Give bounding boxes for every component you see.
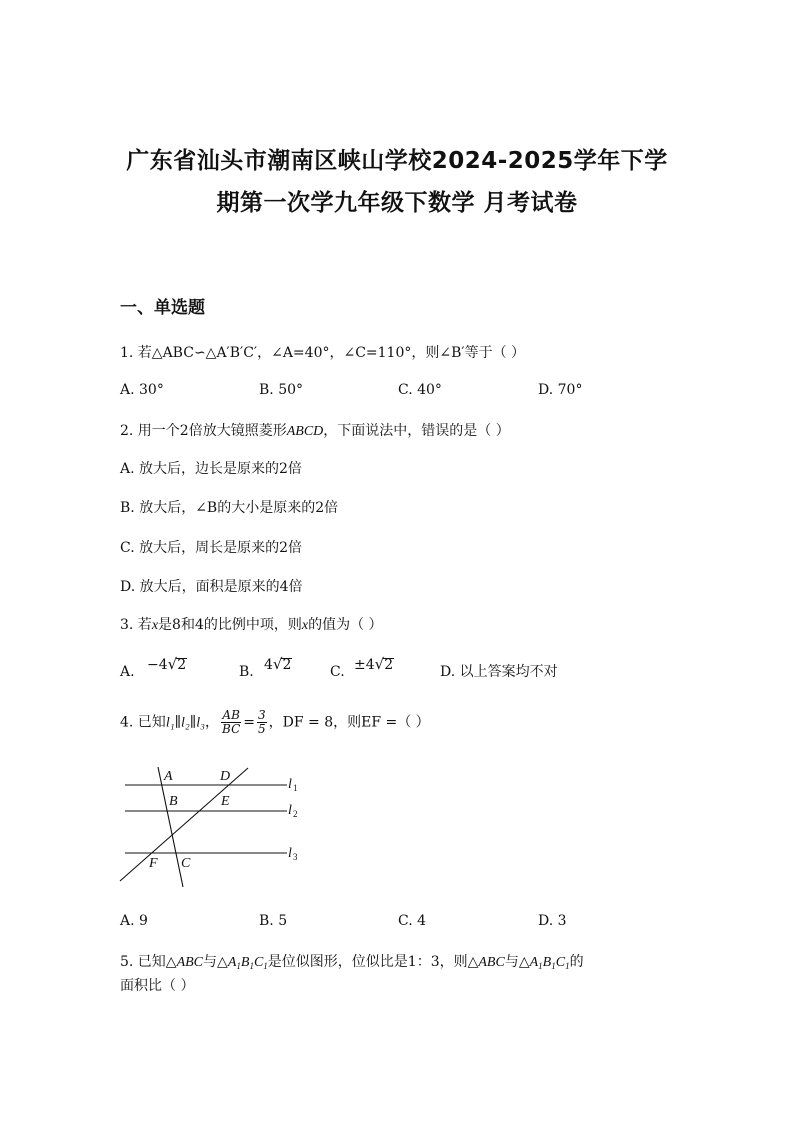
q3-option-b-radicand: 2 xyxy=(282,657,292,673)
parallel-lines-figure xyxy=(115,765,315,890)
section-heading: 一、单选题 xyxy=(120,298,205,318)
q3-option-d: D. 以上答案均不对 xyxy=(440,664,558,680)
q2-option-a: A. 放大后，边长是原来的2倍 xyxy=(120,461,302,477)
q4-stem-text-end: ，DF = 8，则EF =（ ） xyxy=(268,714,430,731)
point-c-label: C xyxy=(181,856,191,871)
q4-fraction-ab-bc xyxy=(221,709,241,736)
question-5-stem-line2: 面积比（ ） xyxy=(120,978,195,994)
q3-option-c-label: C. xyxy=(330,664,345,680)
q4-option-b: B. 5 xyxy=(259,913,288,929)
q3-option-b-label: B. xyxy=(239,664,254,680)
question-3-stem xyxy=(120,614,383,634)
q3-option-b-coef: 4 xyxy=(264,657,273,673)
q5-triangle-abc-2: ABC xyxy=(478,955,505,970)
q2-variable: ABCD xyxy=(286,424,324,439)
q3-option-a-radicand: 2 xyxy=(177,657,187,673)
question-2-stem xyxy=(120,420,510,440)
q4-fraction-rhs xyxy=(257,709,267,736)
document-title-line2: 期第一次学九年级下数学 月考试卷 xyxy=(216,190,578,216)
q4-stem-text: 4. 已知 xyxy=(120,714,166,731)
q3-stem-text-end: 的值为（ ） xyxy=(308,617,383,633)
q4-option-a: A. 9 xyxy=(120,913,148,929)
line-l1-subscript: 1 xyxy=(293,783,298,793)
q2-stem-text: 2. 用一个2倍放大镜照菱形 xyxy=(120,423,287,439)
q1-option-c: C. 40° xyxy=(398,382,442,398)
q3-variable: x xyxy=(151,618,159,633)
q3-option-c-coef: ±4 xyxy=(354,657,375,673)
q1-option-d: D. 70° xyxy=(538,382,583,398)
q3-option-c-expr xyxy=(354,655,394,673)
radical-icon: √ xyxy=(374,655,385,673)
q4-parallel-lines: l₁∥l₂∥l₃ xyxy=(165,715,206,731)
q3-option-a-coef: −4 xyxy=(147,657,168,673)
document-title-line1: 广东省汕头市潮南区峡山学校2024-2025学年下学 xyxy=(126,148,668,174)
q5-triangle-a1b1c1-2: $A_1B_1C_1$ xyxy=(529,955,570,971)
line-l3-label: l xyxy=(288,846,292,861)
point-a-label: A xyxy=(164,769,173,784)
point-d-label: D xyxy=(220,769,231,784)
line-l3-subscript: 3 xyxy=(293,852,298,862)
q3-option-a-label: A. xyxy=(120,664,135,680)
frac-numerator: AB xyxy=(222,708,240,722)
q3-stem-text-mid: 是8和4的比例中项，则 xyxy=(158,617,302,633)
point-e-label: E xyxy=(221,794,230,809)
q4-equals: = xyxy=(243,714,255,731)
radical-icon: √ xyxy=(272,655,283,673)
q3-option-a-expr xyxy=(147,655,187,673)
line-l2-label: l xyxy=(288,803,292,818)
q3-option-c-radicand: 2 xyxy=(384,657,394,673)
frac-denominator: 5 xyxy=(258,722,266,736)
q5-triangle-a1b1c1: $A_1B_1C_1$ xyxy=(227,955,268,971)
q4-option-d: D. 3 xyxy=(538,913,567,929)
q2-option-c: C. 放大后，周长是原来的2倍 xyxy=(120,540,303,556)
question-5-stem-line1 xyxy=(120,951,584,971)
q2-option-d: D. 放大后，面积是原来的4倍 xyxy=(120,579,303,595)
line-l2-subscript: 2 xyxy=(293,809,298,819)
q2-stem-text-end: ，下面说法中，错误的是（ ） xyxy=(323,423,510,439)
q5-triangle-abc: ABC xyxy=(176,955,204,970)
line-l1-label: l xyxy=(288,777,292,792)
frac-numerator: 3 xyxy=(258,708,266,722)
question-4-stem: 4. 已知l₁∥l₂∥l₃， $\frac{AB}{BC}$ = $\frac{3}{5}$ ，DF = 8，则EF =（ ） xyxy=(120,708,430,736)
question-1-stem: 1. 若△ABC∽△A′B′C′，∠A=40°，∠C=110°，则∠B′等于（ ） xyxy=(120,345,526,361)
radical-icon: √ xyxy=(167,655,178,673)
q5-text-3: 是位似图形，位似比是1：3，则△ xyxy=(267,954,479,970)
q3-variable-2: x xyxy=(301,618,309,633)
q3-stem-text: 3. 若 xyxy=(120,617,152,633)
frac-denominator: BC xyxy=(222,722,241,736)
q5-text-5: 的 xyxy=(569,954,584,970)
q1-option-a: A. 30° xyxy=(120,382,164,398)
q5-text-4: 与△ xyxy=(504,954,530,970)
point-b-label: B xyxy=(169,794,178,809)
q5-text: 5. 已知△ xyxy=(120,954,177,970)
point-f-label: F xyxy=(149,856,158,871)
q2-option-b: B. 放大后，∠B的大小是原来的2倍 xyxy=(120,500,339,516)
q4-option-c: C. 4 xyxy=(398,913,427,929)
q1-option-b: B. 50° xyxy=(259,382,304,398)
q3-option-b-expr xyxy=(264,655,292,673)
q5-text-2: 与△ xyxy=(203,954,228,970)
